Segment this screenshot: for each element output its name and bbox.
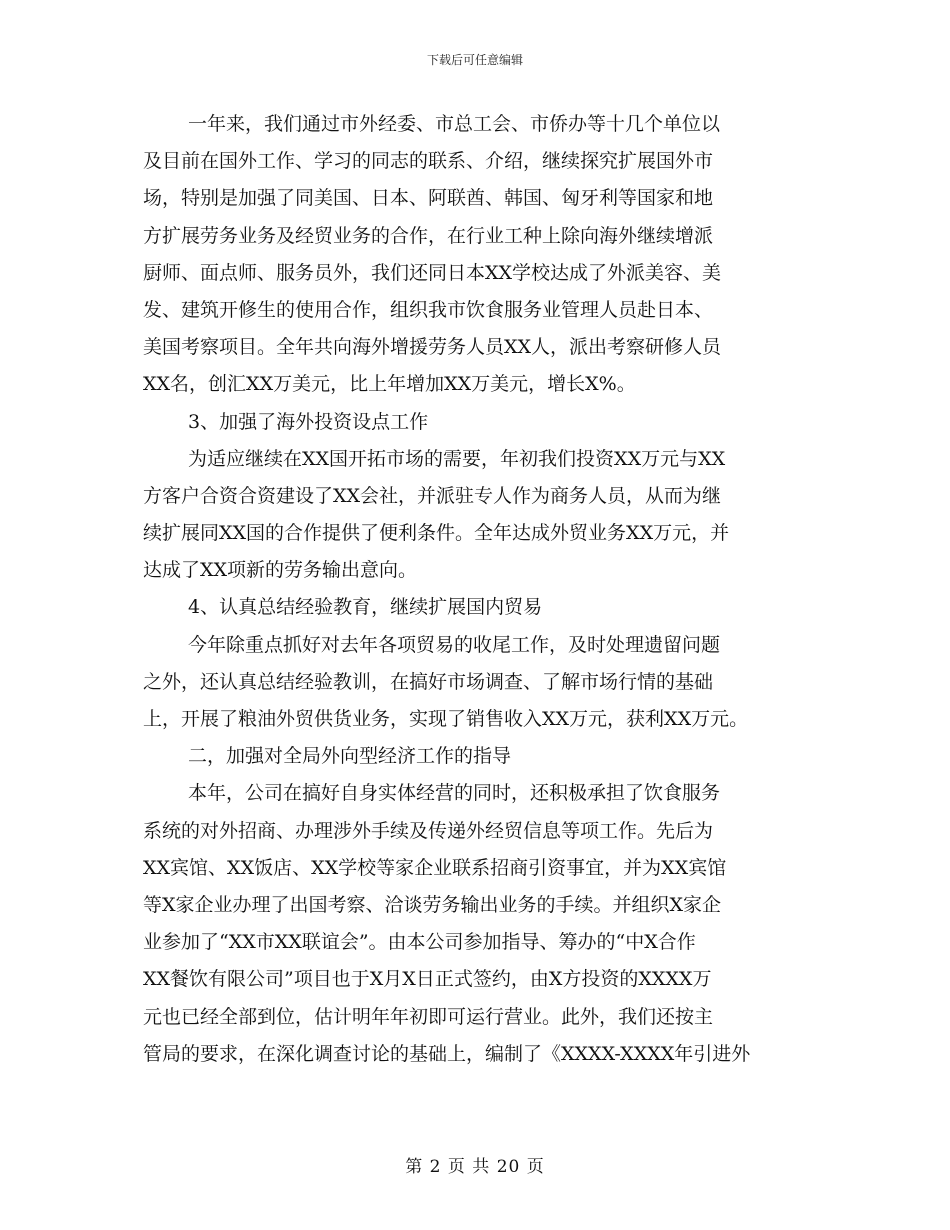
text-line: XX餐饮有限公司”项目也于X月X日正式签约，由X方投资的XXXX万 [143,968,712,991]
text-line: 等X家企业办理了出国考察、洽谈劳务输出业务的手续。并组织X家企 [143,893,722,916]
text-line: 二，加强对全局外向型经济工作的指导 [188,745,512,768]
text-line: XX名，创汇XX万美元，比上年增加XX万美元，增长X%。 [143,373,636,396]
text-line: 4、认真总结经验教育，继续扩展国内贸易 [188,596,543,619]
text-line: 之外，还认真总结经验教训，在搞好市场调查、了解市场行情的基础 [143,670,714,693]
text-line: XX宾馆、XX饭店、XX学校等家企业联系招商引资事宜，并为XX宾馆 [143,856,727,879]
text-line: 今年除重点抓好对去年各项贸易的收尾工作，及时处理遗留问题 [188,633,721,656]
text-line: 本年，公司在搞好自身实体经营的同时，还积极承担了饮食服务 [188,782,721,805]
text-line: 上，开展了粮油外贸供货业务，实现了销售收入XX万元，获利XX万元。 [143,708,749,730]
text-line: 发、建筑开修生的使用合作，组织我市饮食服务业管理人员赴日本、 [143,298,714,321]
page-header: 下载后可任意编辑 [426,53,523,67]
text-line: 业参加了“XX市XX联谊会”。由本公司参加指导、筹办的“中X合作 [143,931,696,954]
text-line: 一年来，我们通过市外经委、市总工会、市侨办等十几个单位以 [188,113,721,135]
text-line: 元也已经全部到位，估计明年年初即可运行营业。此外，我们还按主 [143,1005,714,1028]
text-line: 厨师、面点师、服务员外，我们还同日本XX学校达成了外派美容、美 [143,261,722,284]
page-footer: 第 2 页 共 20 页 [405,1157,545,1177]
text-line: 3、加强了海外投资设点工作 [188,410,429,433]
text-line: 系统的对外招商、办理涉外手续及传递外经贸信息等项工作。先后为 [143,819,714,842]
text-line: 美国考察项目。全年共向海外增援劳务人员XX人，派出考察研修人员 [143,336,722,359]
text-line: 管局的要求，在深化调查讨论的基础上，编制了《XXXX-XXXX年引进外 [143,1042,751,1065]
text-line: 方扩展劳务业务及经贸业务的合作，在行业工种上除向海外继续增派 [143,224,714,247]
text-line: 方客户合资合资建设了XX会社，并派驻专人作为商务人员，从而为继 [143,484,722,507]
text-line: 续扩展同XX国的合作提供了便利条件。全年达成外贸业务XX万元，并 [143,522,730,545]
text-line: 场，特别是加强了同美国、日本、阿联酋、韩国、匈牙利等国家和地 [143,187,714,210]
text-line: 达成了XX项新的劳务输出意向。 [143,559,418,582]
document-body [143,106,819,1073]
text-line: 为适应继续在XX国开拓市场的需要，年初我们投资XX万元与XX [188,447,726,470]
text-line: 及目前在国外工作、学习的同志的联系、介绍，继续探究扩展国外市 [143,150,714,173]
